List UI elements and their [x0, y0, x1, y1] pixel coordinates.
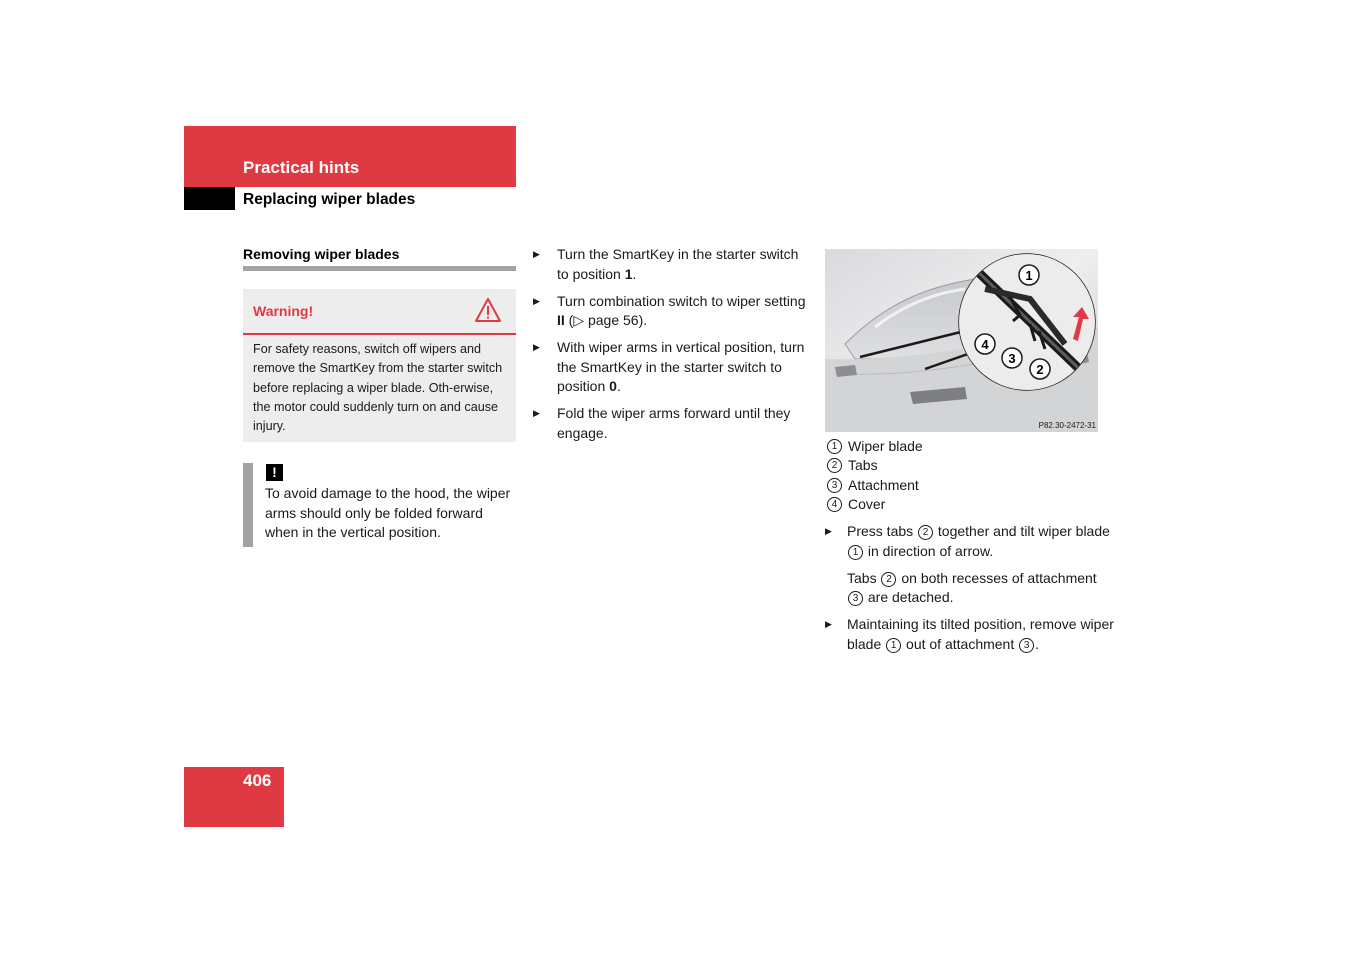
- callout-3: 3: [1008, 351, 1016, 366]
- step-text: Turn the SmartKey in the starter switch to position: [557, 246, 799, 282]
- legend-number: 1: [827, 439, 842, 454]
- exclamation-icon: !: [266, 464, 283, 481]
- legend-number: 2: [827, 458, 842, 473]
- note-text: To avoid damage to the hood, the wiper arms should only be folded forward when in the vertical position.: [265, 485, 511, 540]
- warning-title: Warning!: [253, 303, 314, 319]
- page-subtitle: Replacing wiper blades: [243, 191, 416, 208]
- inline-number: 3: [848, 591, 863, 606]
- step-text: Press tabs: [847, 523, 918, 539]
- step-text: Turn combination switch to wiper setting: [557, 292, 806, 309]
- chapter-title: Practical hints: [243, 158, 360, 177]
- list-item: [825, 456, 1105, 475]
- warning-text: For safety reasons, switch off wipers and remove the SmartKey from the starter switch before replacing a wiper blade. Oth-erwise, the motor could suddenly turn on and cause injury.: [253, 342, 503, 434]
- list-item: [825, 615, 1115, 654]
- legend-label: Tabs: [848, 457, 878, 474]
- step-value: 1: [624, 265, 633, 282]
- note-bar: [243, 463, 253, 547]
- legend-label: Wiper blade: [848, 438, 923, 454]
- wiper-illustration: [825, 249, 1098, 432]
- bullet-arrow-icon: ▶: [825, 619, 832, 629]
- detail-text: are detached.: [864, 589, 954, 605]
- bullet-arrow-icon: ▶: [533, 295, 540, 306]
- legend-number: 3: [827, 478, 842, 493]
- step-text: out of attachment: [902, 635, 1019, 652]
- callout-4: 4: [981, 337, 989, 352]
- bullet-arrow-icon: ▶: [533, 249, 540, 259]
- callout-1: 1: [1025, 268, 1033, 283]
- legend-label: Attachment: [848, 476, 919, 493]
- section-marker: [184, 187, 235, 210]
- step-text: .: [632, 265, 637, 282]
- section-title: Removing wiper blades: [243, 246, 400, 262]
- list-item: [825, 522, 1115, 561]
- step-value: II: [557, 312, 565, 328]
- list-item: [825, 495, 1105, 514]
- list-item: [533, 292, 813, 331]
- list-item: [533, 404, 813, 443]
- step-text: Fold the wiper arms forward until they engage.: [557, 405, 791, 441]
- instruction-detail: [825, 569, 1115, 608]
- step-text: in direction of arrow.: [864, 542, 994, 559]
- list-item: [825, 437, 1105, 456]
- page-reference: (▷ page 56).: [564, 312, 648, 328]
- section-divider: [243, 266, 516, 271]
- figure-legend: [825, 437, 1105, 514]
- list-item: [533, 338, 813, 397]
- legend-label: Cover: [848, 495, 886, 512]
- inline-number: 1: [848, 545, 863, 560]
- detail-text: Tabs: [847, 569, 881, 586]
- inline-number: 2: [918, 525, 933, 540]
- step-value: 0: [609, 378, 617, 394]
- page-number: 406: [243, 771, 272, 790]
- inline-number: 1: [886, 638, 901, 653]
- step-text: together and tilt wiper blade: [934, 523, 1110, 539]
- bullet-arrow-icon: ▶: [533, 342, 540, 352]
- legend-number: 4: [827, 497, 842, 512]
- warning-triangle-icon: [474, 297, 502, 323]
- step-list: [533, 245, 813, 451]
- bullet-arrow-icon: ▶: [825, 526, 832, 536]
- detail-text: on both recesses of attachment: [897, 569, 1097, 586]
- inline-number: 2: [881, 572, 896, 587]
- callout-2: 2: [1036, 362, 1044, 377]
- figure-code: P82.30-2472-31: [1038, 421, 1096, 430]
- step-text: .: [1035, 635, 1040, 652]
- instruction-list: [825, 522, 1115, 662]
- list-item: [533, 245, 813, 284]
- step-text: With wiper arms in vertical position, turn the SmartKey in the starter switch to position: [557, 339, 805, 394]
- list-item: [825, 476, 1105, 495]
- step-text: Maintaining its tilted position, remove wiper blade: [847, 616, 1114, 652]
- inline-number: 3: [1019, 638, 1034, 653]
- step-text: .: [616, 378, 621, 394]
- warning-divider: [243, 333, 516, 335]
- bullet-arrow-icon: ▶: [533, 408, 540, 418]
